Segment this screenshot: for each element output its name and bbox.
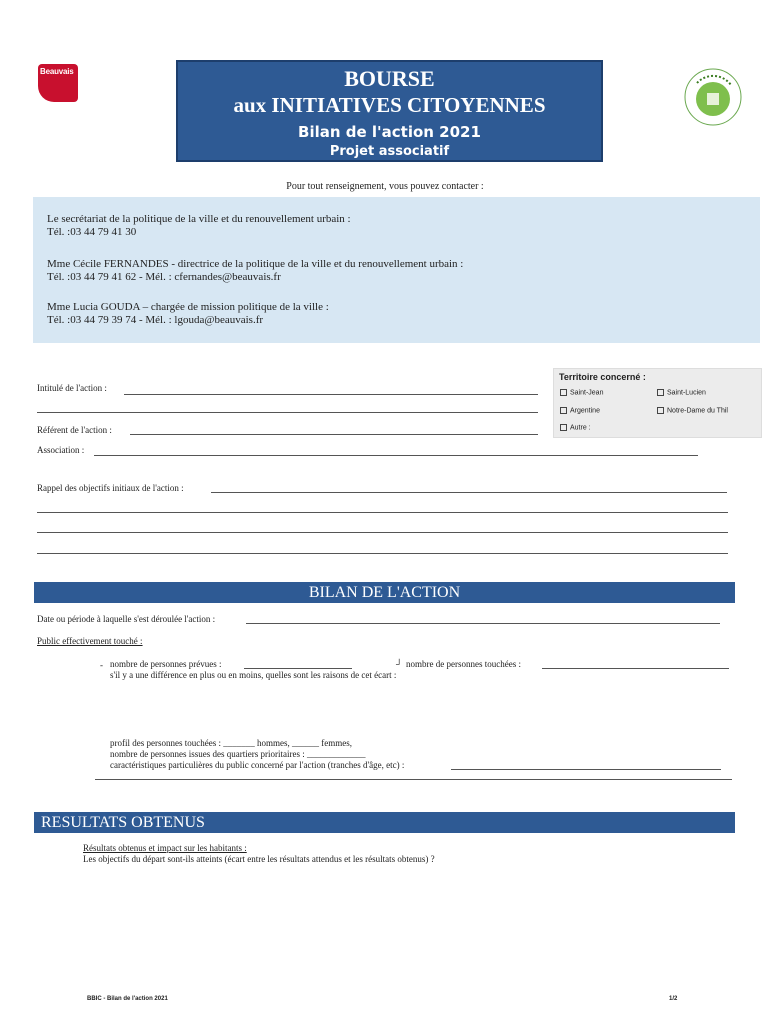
caracteristiques-field[interactable] bbox=[451, 769, 721, 770]
checkbox-label: Saint-Lucien bbox=[667, 389, 706, 397]
contact-secretariat-phone: Tél. :03 44 79 41 30 bbox=[47, 226, 137, 238]
bullet-icon: ┘ bbox=[396, 659, 403, 669]
public-label: Public effectivement touché : bbox=[37, 636, 143, 646]
checkbox-icon bbox=[657, 389, 664, 396]
rappel-field-4[interactable] bbox=[37, 553, 728, 554]
beauvais-logo bbox=[38, 64, 78, 102]
contact-gouda: Mme Lucia GOUDA – chargée de mission politique de la ville : bbox=[47, 301, 329, 313]
bilan-section-header bbox=[34, 582, 735, 603]
intitule-field-2[interactable] bbox=[37, 412, 538, 413]
checkbox-saint-jean[interactable] bbox=[560, 389, 603, 396]
territoire-heading: Territoire concerné : bbox=[559, 372, 646, 382]
profil-label: profil des personnes touchées : _______ hommes, ______ femmes, bbox=[110, 738, 352, 748]
contact-gouda-phone: Tél. :03 44 79 39 74 - Mél. : lgouda@beauvais.fr bbox=[47, 314, 264, 326]
footer-left: BBIC - Bilan de l'action 2021 bbox=[87, 996, 168, 1002]
resultats-section-header bbox=[34, 812, 735, 833]
title-bourse: BOURSE bbox=[344, 66, 435, 91]
touchees-field[interactable] bbox=[542, 668, 729, 669]
contact-fernandes-phone: Tél. :03 44 79 41 62 - Mél. : cfernandes@beauvais.fr bbox=[47, 271, 281, 283]
checkbox-label: Autre : bbox=[570, 424, 591, 432]
date-field[interactable] bbox=[246, 623, 720, 624]
intitule-label: Intitulé de l'action : bbox=[37, 383, 107, 393]
page-number: 1/2 bbox=[669, 996, 678, 1002]
caracteristiques-label: caractéristiques particulières du public concerné par l'action (tranches d'âge, etc) : bbox=[110, 760, 405, 770]
bic-logo bbox=[683, 67, 743, 127]
rappel-field-3[interactable] bbox=[37, 532, 728, 533]
difference-label: s'il y a une différence en plus ou en moins, quelles sont les raisons de cet écart : bbox=[110, 670, 397, 680]
checkbox-icon bbox=[560, 424, 567, 431]
checkbox-autre[interactable] bbox=[560, 424, 591, 431]
contact-fernandes: Mme Cécile FERNANDES - directrice de la politique de la ville et du renouvellement urbain : bbox=[47, 258, 464, 270]
quartiers-label: nombre de personnes issues des quartiers prioritaires : _____________ bbox=[110, 749, 366, 759]
rappel-label: Rappel des objectifs initiaux de l'action : bbox=[37, 483, 184, 493]
resultats-sub: Résultats obtenus et impact sur les habitants : bbox=[83, 843, 247, 853]
beauvais-logo-text: Beauvais bbox=[40, 67, 74, 76]
contact-secretariat: Le secrétariat de la politique de la ville et du renouvellement urbain : bbox=[47, 213, 351, 225]
title-initiatives: aux INITIATIVES CITOYENNES bbox=[233, 93, 546, 117]
checkbox-label: Saint-Jean bbox=[570, 389, 604, 397]
checkbox-argentine[interactable] bbox=[560, 407, 600, 414]
contact-box bbox=[33, 197, 760, 343]
intitule-field[interactable] bbox=[124, 394, 538, 395]
checkbox-label: Notre-Dame du Thil bbox=[667, 407, 728, 415]
association-label: Association : bbox=[37, 445, 85, 455]
resultats-title: RESULTATS OBTENUS bbox=[41, 814, 205, 831]
referent-label: Référent de l'action : bbox=[37, 425, 112, 435]
date-label: Date ou période à laquelle s'est déroulée l'action : bbox=[37, 614, 216, 624]
territoire-box bbox=[553, 368, 762, 438]
checkbox-saint-lucien[interactable] bbox=[657, 389, 706, 396]
bullet-icon: ‐ bbox=[100, 660, 103, 670]
checkbox-label: Argentine bbox=[570, 407, 600, 415]
referent-field[interactable] bbox=[130, 434, 538, 435]
caracteristiques-field-2[interactable] bbox=[95, 779, 732, 780]
checkbox-icon bbox=[560, 389, 567, 396]
touchees-label: nombre de personnes touchées : bbox=[406, 659, 521, 669]
contact-intro: Pour tout renseignement, vous pouvez contacter : bbox=[286, 181, 484, 192]
rappel-field[interactable] bbox=[211, 492, 727, 493]
resultats-question: Les objectifs du départ sont-ils atteints (écart entre les résultats attendus et les résultats obtenus) ? bbox=[83, 854, 435, 864]
prevues-label: nombre de personnes prévues : bbox=[110, 659, 222, 669]
rappel-field-2[interactable] bbox=[37, 512, 728, 513]
checkbox-notre-dame-du-thil[interactable] bbox=[657, 407, 728, 414]
association-field[interactable] bbox=[94, 455, 698, 456]
bilan-title: BILAN DE L'ACTION bbox=[308, 584, 461, 601]
checkbox-icon bbox=[560, 407, 567, 414]
checkbox-icon bbox=[657, 407, 664, 414]
title-bilan: Bilan de l'action 2021 bbox=[298, 123, 481, 141]
title-projet: Projet associatif bbox=[329, 144, 450, 159]
prevues-field[interactable] bbox=[244, 668, 352, 669]
title-box bbox=[176, 60, 603, 162]
